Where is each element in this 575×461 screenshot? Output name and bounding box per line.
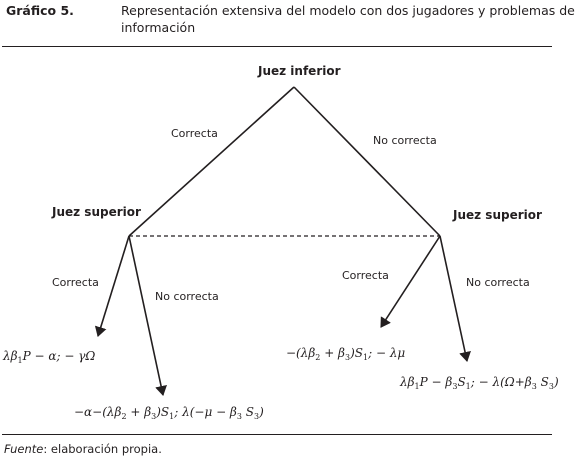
branch-right-no-correcta-arrow xyxy=(440,236,467,361)
source-label: Fuente xyxy=(4,442,44,456)
node-root-label: Juez inferior xyxy=(258,64,341,78)
branch-label-root-no-correcta: No correcta xyxy=(373,134,437,147)
branch-right-correcta-arrow xyxy=(381,236,440,327)
source-note xyxy=(4,442,162,456)
branch-left-no-correcta-arrow xyxy=(129,236,163,395)
branch-root-right xyxy=(294,87,440,236)
payoff-no-correcta-no-correcta: $\lambda\beta_1P - \beta_3S_1$; − $\lambda(\Omega+\beta_3$ $S_3$) xyxy=(400,375,559,391)
branch-label-right-correcta: Correcta xyxy=(342,269,389,282)
source-text: : elaboración propia. xyxy=(43,442,162,456)
figure-title-line-2: información xyxy=(121,20,196,35)
branch-label-left-no-correcta: No correcta xyxy=(155,290,219,303)
figure-label: Gráfico 5. xyxy=(6,3,74,18)
branch-label-root-correcta: Correcta xyxy=(171,127,218,140)
payoff-correcta-correcta: $\lambda\beta_1P - \alpha$; − γΩ xyxy=(3,349,96,365)
bottom-rule xyxy=(2,434,552,435)
node-left-label: Juez superior xyxy=(52,205,141,219)
node-right-label: Juez superior xyxy=(453,208,542,222)
branch-label-left-correcta: Correcta xyxy=(52,276,99,289)
payoff-no-correcta-correcta: $-(\lambda\beta_2 + \beta_3)S_1$; − λμ xyxy=(286,346,406,362)
branch-root-left xyxy=(129,87,294,236)
branch-label-right-no-correcta: No correcta xyxy=(466,276,530,289)
payoff-correcta-no-correcta: $-\alpha-(\lambda\beta_2 + \beta_3)S_1$; $\lambda(-\mu - \beta_3$ $S_3$) xyxy=(74,405,264,421)
figure-title-line-1: Representación extensiva del modelo con dos jugadores y problemas de xyxy=(121,3,575,18)
branch-left-correcta-arrow xyxy=(98,236,129,336)
